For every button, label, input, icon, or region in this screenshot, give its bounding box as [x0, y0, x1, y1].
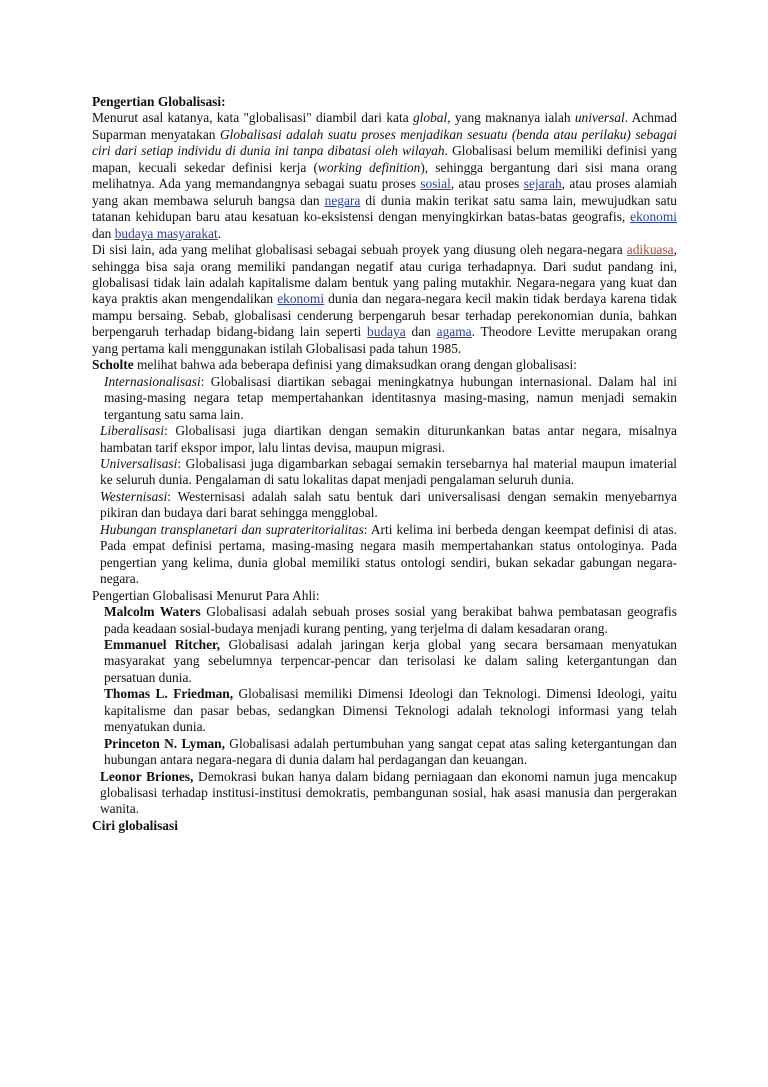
- text: , sehingga bisa saja orang memiliki pandangan negatif atau curiga terhadapnya. Dari sudut pandang ini, globalisasi tidak lain adalah kapitalisme dalam bentuk yang paling mutakhir. Negara-negara yang kuat dan kaya praktis akan mengendalikan: [92, 242, 677, 307]
- definition-item: [92, 522, 677, 588]
- paragraph-proyek-adikuasa: [92, 242, 677, 357]
- definition-term: Hubungan transplanetari dan suprateritorialitas: [100, 521, 364, 537]
- text: .: [217, 225, 222, 241]
- definition-text: : Globalisasi juga digambarkan sebagai semakin tersebarnya hal material maupun imaterial ke seluruh dunia. Pengalaman di satu lokalitas dapat menjadi pengalaman seluruh dunia.: [100, 455, 677, 488]
- link-adikuasa[interactable]: adikuasa: [626, 242, 674, 258]
- link-negara[interactable]: negara: [324, 192, 361, 208]
- expert-text: Globalisasi memiliki Dimensi Ideologi dan Teknologi. Dimensi Ideologi, yaitu kapitalisme dan pasar bebas, sedangkan Dimensi Teknologi adalah teknologi informasi yang telah menyatukan dunia.: [104, 686, 677, 735]
- expert-name: Leonor Briones,: [100, 768, 194, 784]
- expert-name: Thomas L. Friedman,: [104, 686, 234, 702]
- text: ), sehingga bergantung dari sisi mana orang melihatnya. Ada yang memandangnya sebagai suatu proses: [92, 159, 677, 192]
- definition-item: [92, 374, 677, 423]
- expert-item: [92, 604, 677, 637]
- text: melihat bahwa ada beberapa definisi yang dimaksudkan orang dengan globalisasi:: [133, 357, 577, 373]
- text: dan: [92, 225, 115, 241]
- text: dunia dan negara-negara kecil makin tidak berdaya karena tidak mampu bersaing. Sebab, globalisasi cenderung berpengaruh besar terhadap perekonomian dunia, bahkan berpengaruh terhadap bidang-bidang lain seperti: [92, 291, 677, 340]
- term-universal: universal: [574, 110, 625, 126]
- expert-item: [92, 769, 677, 818]
- definition-term: Liberalisasi: [100, 423, 164, 439]
- heading-pengertian: Pengertian Globalisasi:: [92, 94, 226, 109]
- expert-name: Malcolm Waters: [104, 604, 201, 620]
- text: , yang maknanya ialah: [447, 110, 575, 126]
- expert-item: [92, 637, 677, 686]
- definition-term: Universalisasi: [100, 455, 178, 471]
- term-global: global: [412, 110, 448, 126]
- expert-name: Emmanuel Ritcher,: [104, 636, 221, 652]
- expert-item: [92, 736, 677, 769]
- heading-ciri-globalisasi: Ciri globalisasi: [92, 817, 178, 833]
- definition-term: Internasionalisasi: [104, 373, 201, 389]
- link-sejarah[interactable]: sejarah: [523, 176, 562, 192]
- paragraph-definition: [92, 110, 677, 242]
- text: di dunia makin terikat satu sama lain, mewujudkan satu tatanan kehidupan baru atau kesatuan ko-eksistensi dengan menyingkirkan batas-batas geografis,: [92, 192, 678, 225]
- text: Di sisi lain, ada yang melihat globalisasi sebagai sebuah proyek yang diusung oleh negara-negara: [92, 242, 627, 258]
- expert-name: Princeton N. Lyman,: [104, 735, 225, 751]
- scholte-name: Scholte: [92, 357, 134, 373]
- link-budaya-masyarakat[interactable]: budaya masyarakat: [114, 225, 218, 241]
- link-sosial[interactable]: sosial: [420, 176, 451, 192]
- text: . Theodore Levitte merupakan orang yang pertama kali menggunakan istilah Globalisasi pada tahun 1985.: [92, 324, 678, 356]
- document-page: [92, 94, 677, 834]
- text: . Globalisasi belum memiliki definisi yang mapan, kecuali sekedar definisi kerja (: [92, 143, 677, 175]
- definition-text: : Arti kelima ini berbeda dengan keempat definisi di atas. Pada empat definisi pertama, masing-masing negara masih mempertahankan status ontologinya. Pada pengertian yang kelima, dunia global memiliki status ontologi sendiri, bukan sekadar gabungan negara-negara.: [100, 521, 677, 587]
- definition-item: [92, 456, 677, 489]
- text: . Achmad Suparman menyatakan: [92, 110, 677, 142]
- expert-text: Globalisasi adalah pertumbuhan yang sangat cepat atas saling ketergantungan dan hubungan antara negara-negara di dunia dalam hal perdagangan dan keuangan.: [104, 735, 677, 768]
- text: Menurut asal katanya, kata "globalisasi" diambil dari kata: [92, 110, 413, 126]
- link-agama[interactable]: agama: [436, 324, 472, 340]
- text: , atau proses alamiah yang akan membawa seluruh bangsa dan: [92, 176, 677, 208]
- definition-item: [92, 423, 677, 456]
- paragraph-scholte: [92, 357, 677, 373]
- definition-text: : Globalisasi juga diartikan dengan semakin diturunkankan batas antar negara, misalnya hambatan tarif ekspor impor, lalu lintas devisa, maupun migrasi.: [100, 423, 677, 455]
- definition-term: Westernisasi: [100, 488, 168, 504]
- definition-text: : Westernisasi adalah salah satu bentuk dari universalisasi dengan semakin menyebarnya pikiran dan budaya dari barat sehingga mengglobal.: [100, 488, 677, 521]
- expert-text: Globalisasi adalah jaringan kerja global yang secara bersamaan menyatukan masyarakat yang sebelumnya terpencar-pencar dan terisolasi ke dalam saling ketergantungan dan persatuan dunia.: [104, 636, 677, 685]
- link-ekonomi-2[interactable]: ekonomi: [277, 291, 325, 307]
- text: dan: [405, 324, 437, 340]
- text: , atau proses: [450, 176, 524, 192]
- link-ekonomi[interactable]: ekonomi: [630, 209, 677, 225]
- expert-text: Globalisasi adalah sebuah proses sosial yang berakibat bahwa pembatasan geografis pada keadaan sosial-budaya menjadi kurang penting, yang terjelma di dalam kesadaran orang.: [104, 604, 677, 636]
- expert-item: [92, 686, 677, 735]
- heading-para-ahli: Pengertian Globalisasi Menurut Para Ahli:: [92, 587, 320, 603]
- expert-text: Demokrasi bukan hanya dalam bidang perniagaan dan ekonomi namun juga mencakup globalisasi terhadap institusi-institusi demokratis, pembangunan sosial, hak asasi manusia dan pergerakan wanita.: [100, 768, 677, 817]
- term-working-definition: working definition: [317, 159, 421, 175]
- link-budaya[interactable]: budaya: [367, 324, 406, 340]
- quote-suparman: Globalisasi adalah suatu proses menjadikan sesuatu (benda atau perilaku) sebagai ciri dari setiap individu di dunia ini tanpa dibatasi oleh wilayah: [92, 126, 677, 159]
- definition-item: [92, 489, 677, 522]
- definition-text: : Globalisasi diartikan sebagai meningkatnya hubungan internasional. Dalam hal ini masing-masing negara tetap mempertahankan identitasnya masing-masing, namun menjadi semakin tergantung satu sama lain.: [104, 373, 677, 422]
